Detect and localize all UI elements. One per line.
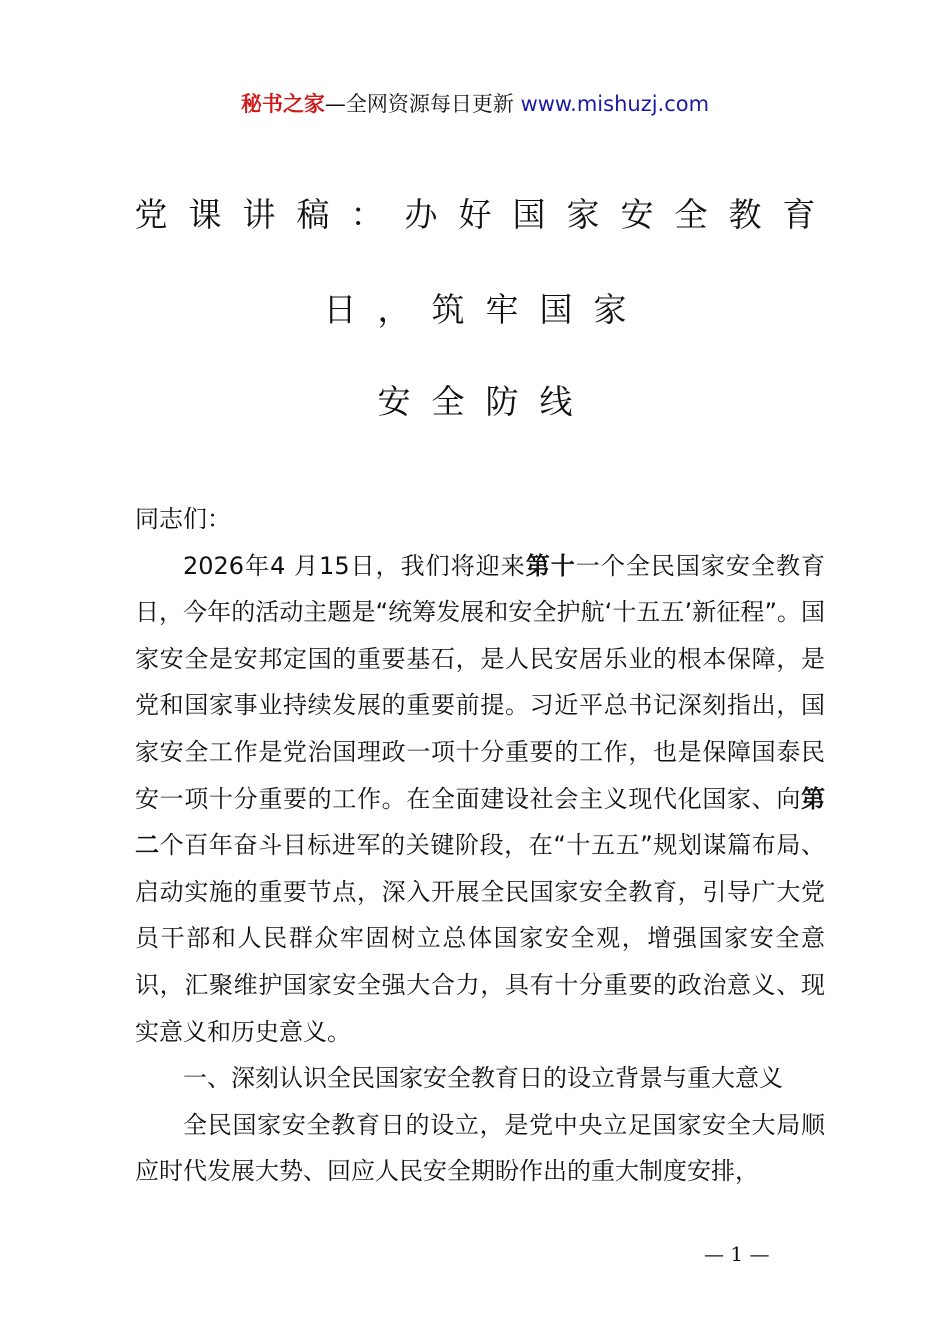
page-number: — 1 — xyxy=(704,1242,770,1266)
paragraph-1-text-b: 一个全民国家安全教育日，今年的活动主题是“统筹发展和安全护航‘十五五’新征程”。国家安全是安邦定国的重要基石，是人民安居乐业的根本保障，是党和国家事业持续发展的重要前提。习近平总书记深刻指出，国家安全工作是党治国理政一项十分重要的工作，也是保障国泰民安一项十分重要的工作。在全面建设社会主义现代化国家、向 xyxy=(135,551,826,813)
site-brand: 秘书之家 xyxy=(240,92,325,116)
paragraph-1-bold-b: 第二 xyxy=(135,784,825,860)
paragraph-1-text-a: 2026年4 月15日，我们将迎来 xyxy=(183,551,526,580)
paragraph-1-text-c: 个百年奋斗目标进军的关键阶段，在“十五五”规划谋篇布局、启动实施的重要节点，深入开展全民国家安全教育，引导广大党员干部和人民群众牢固树立总体国家安全观，增强国家安全意识，汇聚维护国家安全强大合力，具有十分重要的政治意义、现实意义和历史意义。 xyxy=(135,831,826,1046)
document-body xyxy=(135,496,825,1195)
site-tagline: —全网资源每日更新 xyxy=(324,92,521,116)
document-title-line-1: 党课讲稿：办好国家安全教育 xyxy=(134,195,837,234)
document-title-line-3: 安全防线 xyxy=(377,382,594,421)
site-url-link[interactable]: www.mishuzj.com xyxy=(520,92,710,116)
paragraph-2: 全民国家安全教育日的设立，是党中央立足国家安全大局顺应时代发展大势、回应人民安全期盼作出的重大制度安排， xyxy=(135,1110,825,1186)
paragraph-1 xyxy=(135,543,825,1056)
section-heading-1: 一、深刻认识全民国家安全教育日的设立背景与重大意义 xyxy=(183,1064,783,1093)
salutation: 同志们： xyxy=(135,505,231,533)
document-title-line-2: 日，筑牢国家 xyxy=(323,290,648,329)
site-header xyxy=(0,89,950,119)
paragraph-1-bold-a: 第十 xyxy=(525,551,576,580)
